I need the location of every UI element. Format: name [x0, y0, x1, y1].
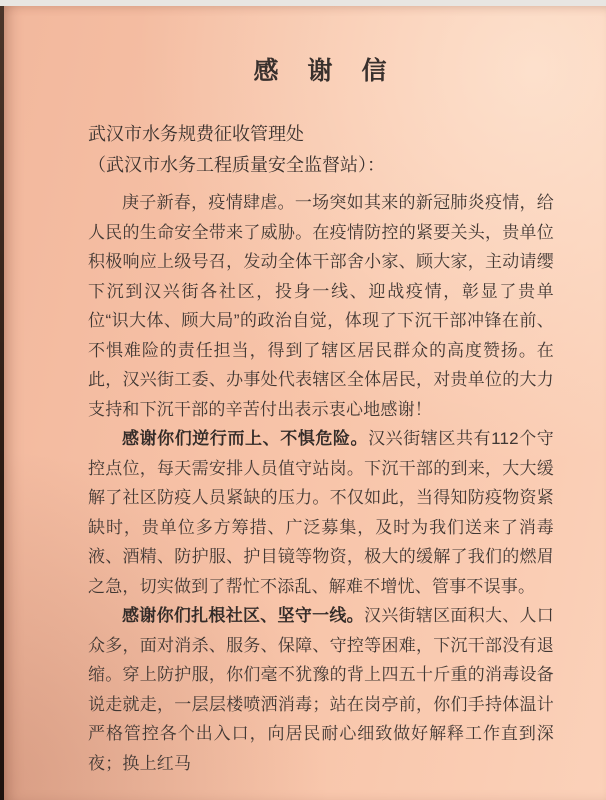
- letter-title: 感 谢 信: [253, 57, 389, 85]
- recipient-line-2: （武汉市水务工程质量安全监督站）：: [88, 155, 385, 175]
- paragraph-2-lead: 感谢你们逆行而上、不惧危险。: [122, 429, 369, 448]
- letter-paragraph-1: [88, 188, 554, 424]
- recipient-block: [88, 119, 554, 181]
- paragraph-1-text: 庚子新春，疫情肆虐。一场突如其来的新冠肺炎疫情，给人民的生命安全带来了威胁。在疫情防控的紧要关头，贵单位积极响应上级号召，发动全体干部舍小家、顾大家，主动请缨下沉到汉兴街各社区，投身一线、迎战疫情，彰显了贵单位“识大体、顾大局”的政治自觉，体现了下沉干部冲锋在前、不惧难险的责任担当，得到了辖区居民群众的高度赞扬。在此，汉兴街工委、办事处代表辖区全体居民，对贵单位的大力支持和下沉干部的辛苦付出表示衷心地感谢！: [88, 193, 554, 419]
- recipient-line-1: 武汉市水务规费征收管理处: [88, 124, 304, 144]
- paragraph-3-lead: 感谢你们扎根社区、坚守一线。: [122, 606, 364, 625]
- letter-paragraph-3: [88, 601, 554, 778]
- paragraph-2-text: 汉兴街辖区共有112个守控点位，每天需安排人员值守站岗。下沉干部的到来，大大缓解了社区防疫人员紧缺的压力。不仅如此，当得知防疫物资紧缺时，贵单位多方筹措、广泛募集，及时为我们送来了消毒液、酒精、防护服、护目镜等物资，极大的缓解了我们的燃眉之急，切实做到了帮忙不添乱、解难不增忧、管事不误事。: [88, 429, 554, 596]
- letter-body: [88, 188, 554, 778]
- paragraph-3-text: 汉兴街辖区面积大、人口众多，面对消杀、服务、保障、守控等困难，下沉干部没有退缩。穿上防护服，你们毫不犹豫的背上四五十斤重的消毒设备说走就走，一层层楼喷洒消毒；站在岗亭前，你们手持体温计严格管控各个出入口，向居民耐心细致做好解释工作直到深夜；换上红马: [88, 606, 554, 773]
- letter-page: [4, 6, 606, 800]
- letter-paragraph-2: [88, 424, 554, 601]
